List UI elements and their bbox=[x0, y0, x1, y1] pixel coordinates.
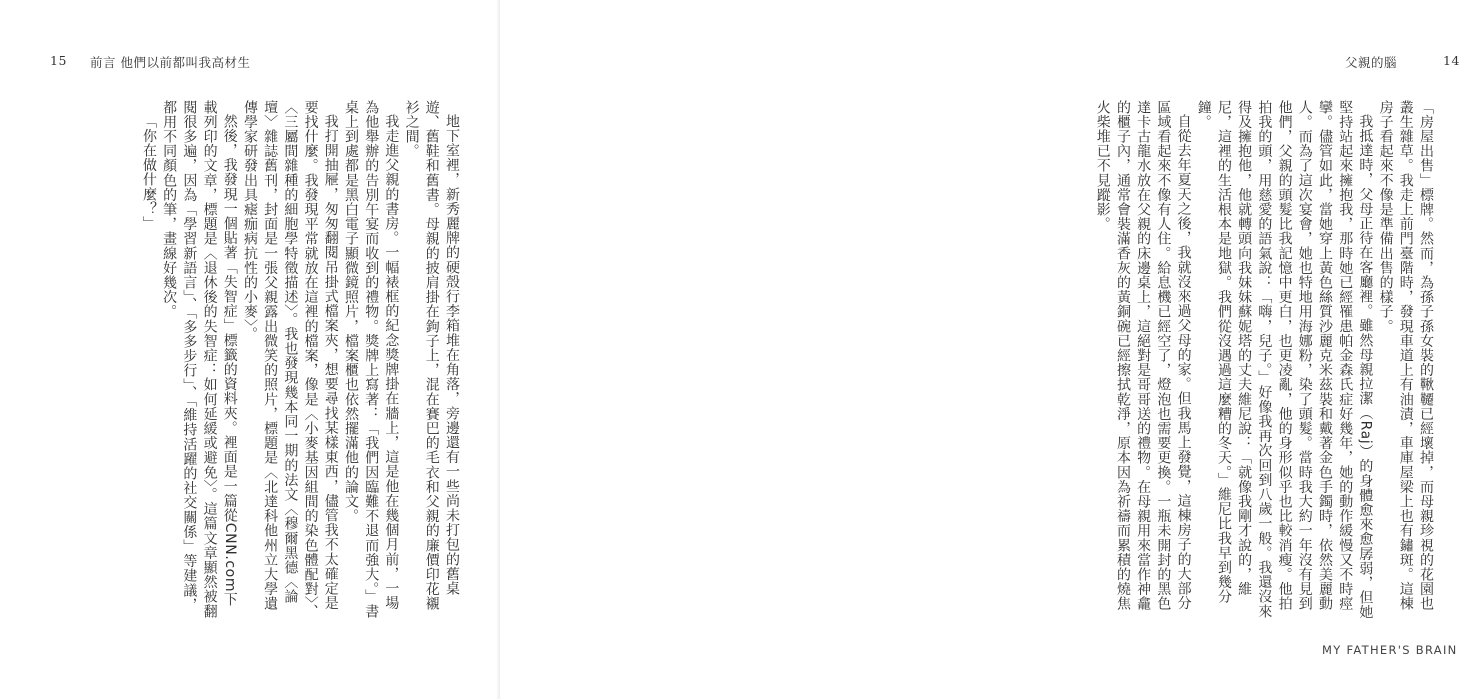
left-paragraph-3: 我打開抽屜，匆匆翻閱吊掛式檔案夾，想要尋找某樣東西，儘管我不太確定是要找什麼。我發現平常就放在這裡的檔案，像是〈小麥基因組間的染色體配對〉、〈三屬間雜種的細胞學特徵描述〉。我也發現幾本同一期的法文〈穆爾黑德〈論壇〉雜誌舊刊，封面是一張父親露出微笑的照片，標題是〈北達科他州立大學遺傳學家研發出具瘧痂病抗性的小麥〉。 bbox=[241, 100, 339, 619]
right-running-title: 父親的腦 bbox=[1345, 55, 1398, 70]
left-paragraph-1: 地下室裡，新秀麗牌的硬殼行李箱堆在角落，旁邊還有一些尚未打包的舊桌遊、舊鞋和舊書。母親的披肩掛在鉤子上，混在賽巴的毛衣和父親的廉價印花襯衫之間。 bbox=[403, 100, 460, 611]
right-paragraph-2: 我抵達時，父母正待在客廳裡。雖然母親拉潔（Raj）的身體愈來愈孱弱，但她堅持站起來擁抱我，那時她已經罹患帕金森氏症好幾年，她的動作緩慢又不時痙攣。儘管如此，當她穿上黃色絲質沙麗克米茲裝和戴著金色手鐲時，依然美麗動人。而為了這次宴會，她也特地用海娜粉，染了頭髮。當時我大約一年沒有見到他們，父親的頭髮比我記憶中更白，也更凌亂，他的身形似乎也比較消瘦。他拍拍我的頭，用慈愛的語氣說：「嗨，兒子。」好像我再次回到八歲一般。我還沒來得及擁抱他，他就轉頭向我妹妹蘇妮塔的丈夫維尼說：「就像我剛才說的，維尼，這裡的生活根本是地獄。我們從沒遇過這麼糟的冬天。」維尼比我早到幾分鐘。 bbox=[1195, 100, 1374, 620]
left-paragraph-2: 我走進父親的書房。一幅裱框的紀念獎牌掛在牆上，這是他在幾個月前，一場為他舉辦的告別午宴而收到的禮物。獎牌上寫著：「我們因臨難不退而強大。」書桌上到處都是黑白電子顯微鏡照片，檔案櫃也依然擺滿他的論文。 bbox=[342, 100, 400, 619]
left-page bbox=[0, 0, 496, 699]
right-page bbox=[500, 0, 1460, 699]
left-paragraph-5: 「你在做什麼？」 bbox=[140, 114, 157, 231]
left-body-text bbox=[82, 100, 462, 620]
right-paragraph-1: 「房屋出售」標牌。然而，為孫子孫女裝的鞦韆已經壞掉，而母親珍視的花園也叢生雜草。我走上前門臺階時，發現車道上有油漬，車庫屋梁上也有鏽斑。這棟房子看起來不像是準備出售的樣子。 bbox=[1377, 100, 1434, 611]
left-paragraph-4: 然後，我發現一個貼著「失智症」標籤的資料夾。裡面是一篇從CNN.com下載列印的文章，標題是〈退休後的失智症：如何延緩或避免〉。這篇文章顯然被翻閱很多遍，因為「學習新語言」、「多多步行」、「維持活躍的社交關係」等建議，都用不同顏色的筆，畫線好幾次。 bbox=[161, 100, 238, 619]
left-page-number: 15 bbox=[50, 53, 67, 68]
right-page-number: 14 bbox=[1443, 53, 1460, 68]
right-paragraph-3: 自從去年夏天之後，我就沒來過父母的家。但我馬上發覺，這棟房子的大部分區域看起來不像有人住。給息機已經空了，燈泡也需要更換。一瓶未開封的黑色達卡古龍水放在父親的床邊桌上，這絕對是哥哥送的禮物。在母親用來當作神龕的櫃子內，通常會裝滿香灰的黃銅碗已經擦拭乾淨，原本因為祈禱而累積的燒焦火柴堆已不見蹤影。 bbox=[1094, 100, 1192, 611]
left-running-title: 前言 他們以前都叫我高材生 bbox=[90, 55, 251, 70]
book-title-footer: MY FATHER'S BRAIN bbox=[1322, 643, 1458, 657]
right-body-text bbox=[1088, 100, 1436, 620]
